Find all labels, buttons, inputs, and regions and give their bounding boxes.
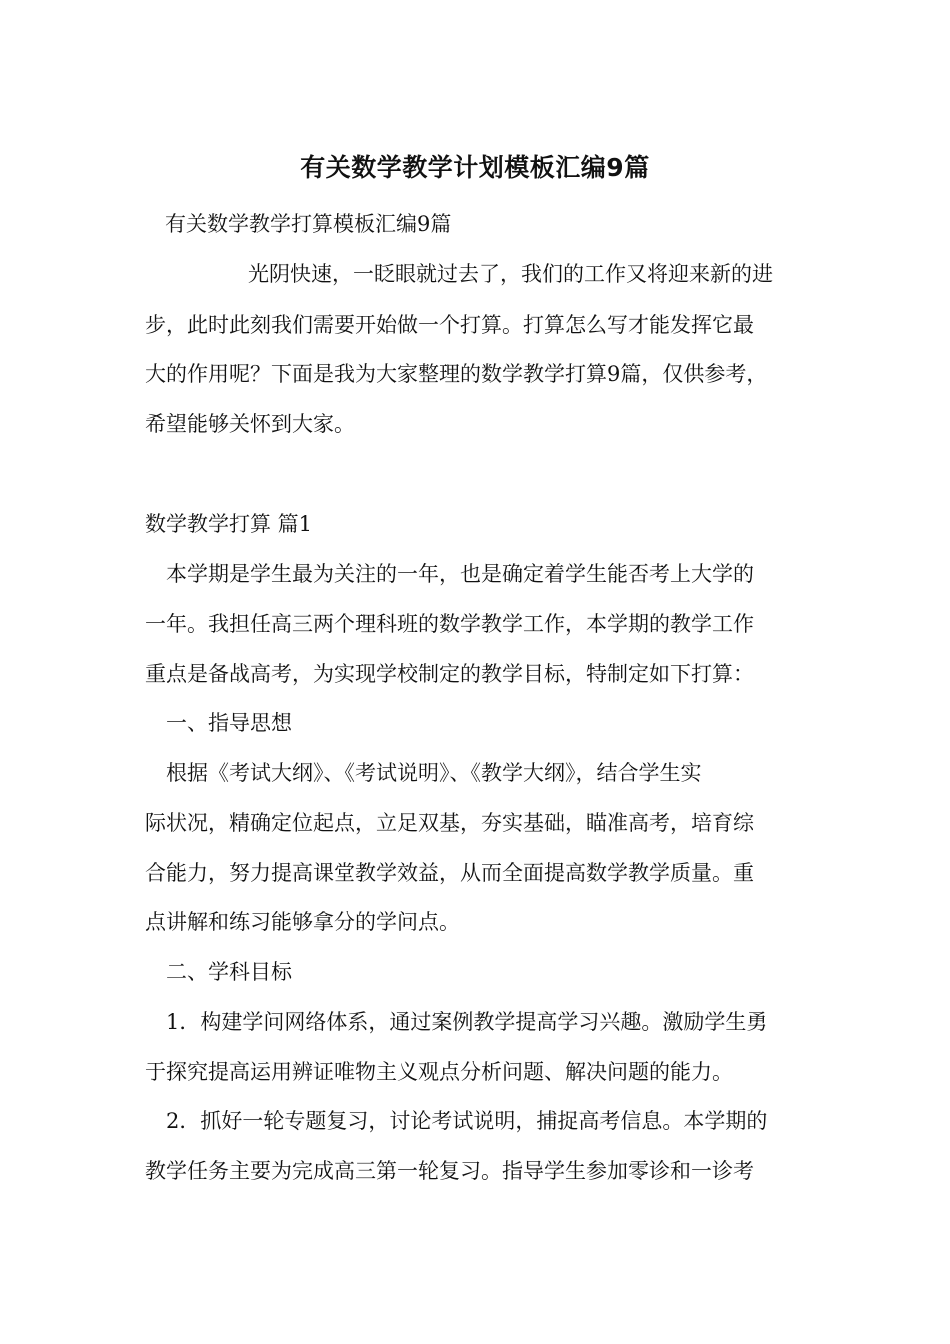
section-paragraph-line: 一年。我担任高三两个理科班的数学教学工作，本学期的教学工作 bbox=[145, 612, 754, 636]
intro-line: 希望能够关怀到大家。 bbox=[145, 412, 355, 436]
list-item-line: 2．抓好一轮专题复习，讨论考试说明，捕捉高考信息。本学期的 bbox=[166, 1109, 768, 1133]
paragraph-line: 根据《考试大纲》、《考试说明》、《教学大纲》，结合学生实 bbox=[166, 761, 702, 785]
section-heading: 数学教学打算 篇1 bbox=[145, 512, 313, 536]
document-subtitle: 有关数学教学打算模板汇编9篇 bbox=[165, 212, 452, 236]
paragraph-line: 际状况，精确定位起点，立足双基，夯实基础，瞄准高考，培育综 bbox=[145, 811, 754, 835]
list-item-line: 1．构建学问网络体系，通过案例教学提高学习兴趣。激励学生勇 bbox=[166, 1010, 768, 1034]
section-paragraph-line: 本学期是学生最为关注的一年，也是确定着学生能否考上大学的 bbox=[166, 562, 754, 586]
list-item-line: 教学任务主要为完成高三第一轮复习。指导学生参加零诊和一诊考 bbox=[145, 1159, 754, 1183]
paragraph-line: 点讲解和练习能够拿分的学问点。 bbox=[145, 910, 460, 934]
list-item-line: 于探究提高运用辨证唯物主义观点分析问题、解决问题的能力。 bbox=[145, 1060, 733, 1084]
section-paragraph-line: 重点是备战高考，为实现学校制定的教学目标，特制定如下打算： bbox=[145, 662, 754, 686]
intro-line: 步，此时此刻我们需要开始做一个打算。打算怎么写才能发挥它最 bbox=[145, 313, 754, 337]
heading-guiding-ideology: 一、指导思想 bbox=[166, 711, 292, 735]
heading-subject-goals: 二、学科目标 bbox=[166, 960, 292, 984]
document-title: 有关数学教学计划模板汇编9篇 bbox=[300, 153, 650, 182]
paragraph-line: 合能力，努力提高课堂教学效益，从而全面提高数学教学质量。重 bbox=[145, 861, 754, 885]
intro-line: 光阴快速，一眨眼就过去了，我们的工作又将迎来新的进 bbox=[248, 262, 773, 286]
intro-line: 大的作用呢？下面是我为大家整理的数学教学打算9篇，仅供参考， bbox=[145, 362, 768, 386]
